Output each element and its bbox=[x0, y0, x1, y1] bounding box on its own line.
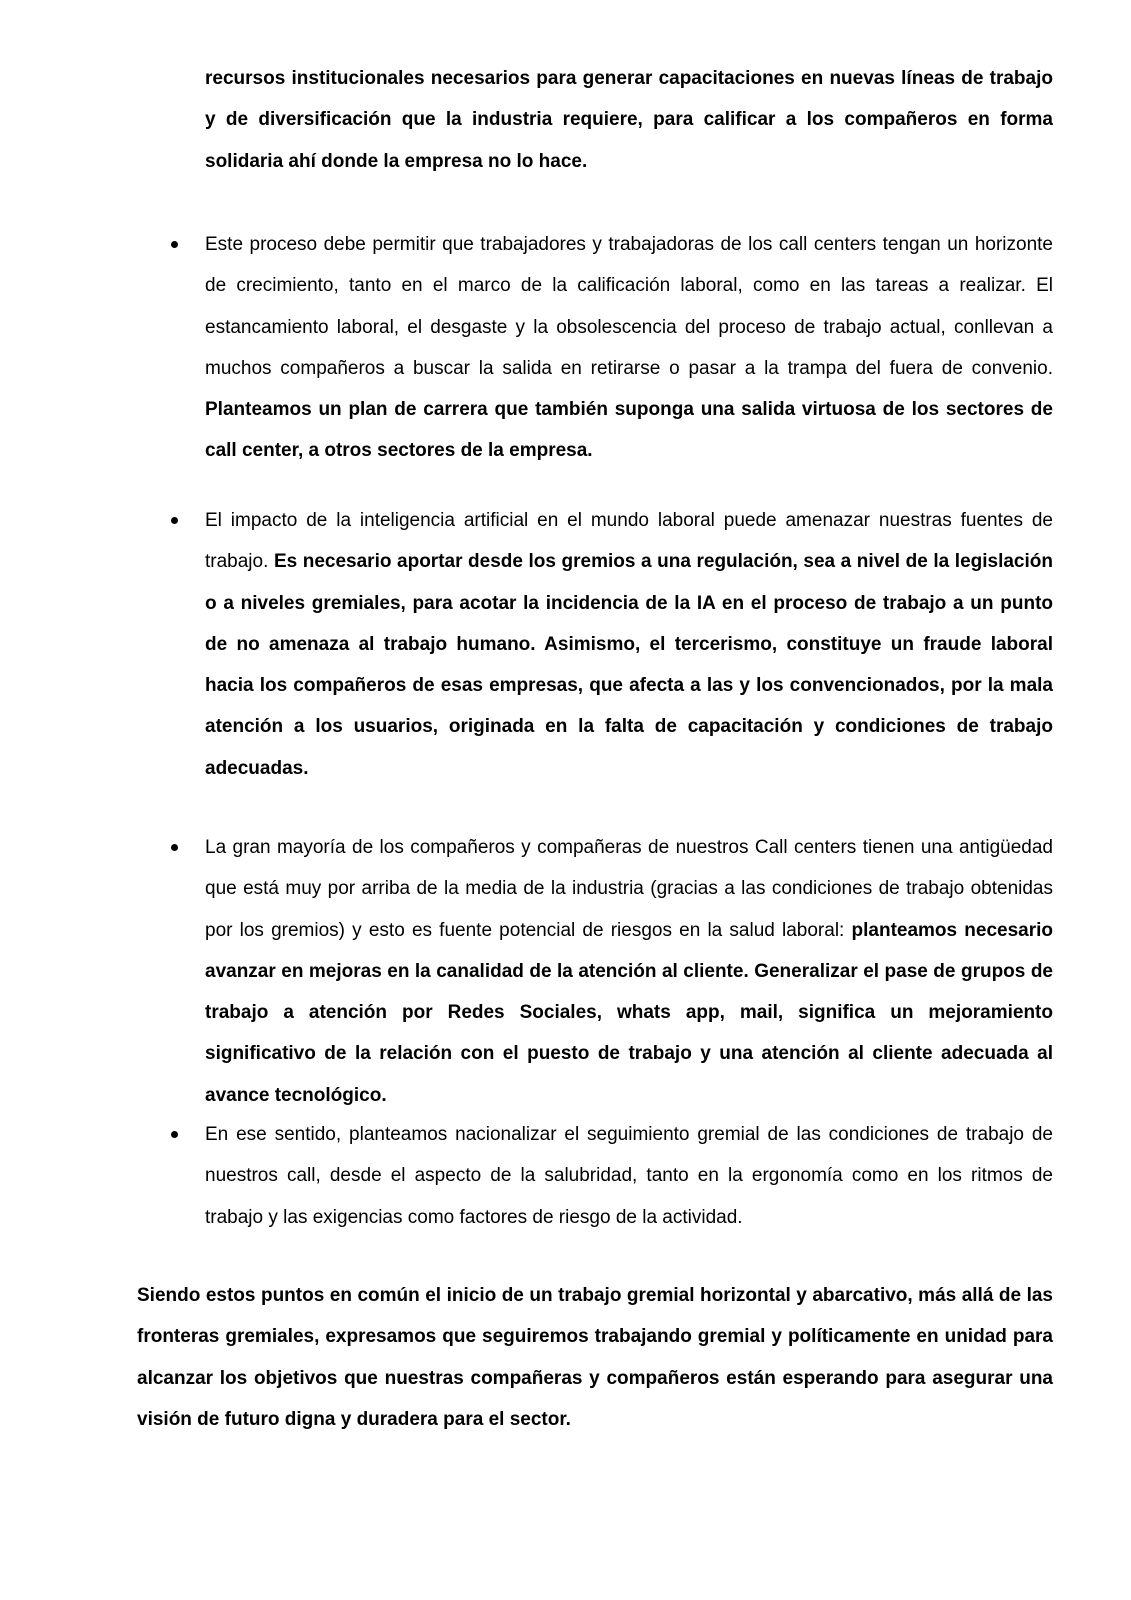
bullet-marker-4 bbox=[171, 1131, 178, 1138]
bullet-2-bold-text: Es necesario aportar desde los gremios a una regulación, sea a nivel de la legislación o a niveles gremiales, para acotar la incidencia de la IA en el proceso de trabajo a un punto de no amenaza al trabajo humano. Asimismo, el tercerismo, constituye un fraude laboral hacia los compañeros de esas empresas, que afecta a las y los convencionados, por la mala atención a los usuarios, originada en la falta de capacitación y condiciones de trabajo adecuadas. bbox=[205, 551, 1053, 779]
bullet-1-bold-text: Planteamos un plan de carrera que también suponga una salida virtuosa de los sectores de call center, a otros sectores de la empresa. bbox=[205, 399, 1053, 462]
bullet-marker-3 bbox=[171, 844, 178, 851]
bullet-paragraph-4 bbox=[205, 1114, 1053, 1238]
bullet-4-plain-text: En ese sentido, planteamos nacionalizar el seguimiento gremial de las condiciones de trabajo de nuestros call, desde el aspecto de la salubridad, tanto en la ergonomía como en los ritmos de trabajo y las exigencias como factores de riesgo de la actividad. bbox=[205, 1124, 1053, 1228]
bullet-2-plain-text: El impacto de la inteligencia artificial en el mundo laboral puede amenazar nuestras fuentes de trabajo. bbox=[205, 510, 1053, 573]
bullet-3-bold-text: planteamos necesario avanzar en mejoras en la canalidad de la atención al cliente. Generalizar el pase de grupos de trabajo a atención por Redes Sociales, whats app, mail, significa un mejoramiento significativo de la relación con el puesto de trabajo y una atención al cliente adecuada al avance tecnológico. bbox=[205, 919, 1053, 1106]
bullet-marker-1 bbox=[171, 241, 178, 248]
bullet-paragraph-1 bbox=[205, 224, 1053, 472]
intro-continuation-paragraph: recursos institucionales necesarios para generar capacitaciones en nuevas líneas de trabajo y de diversificación que la industria requiere, para calificar a los compañeros en forma solidaria ahí donde la empresa no lo hace. bbox=[205, 68, 1053, 172]
bullet-3-plain-text: La gran mayoría de los compañeros y compañeras de nuestros Call centers tienen una antigüedad que está muy por arriba de la media de la industria (gracias a las condiciones de trabajo obtenidas por los gremios) y esto es fuente potencial de riesgos en la salud laboral: bbox=[205, 837, 1053, 941]
bullet-paragraph-3 bbox=[205, 827, 1053, 1116]
bullet-marker-2 bbox=[171, 517, 178, 524]
closing-paragraph: Siendo estos puntos en común el inicio de un trabajo gremial horizontal y abarcativo, más allá de las fronteras gremiales, expresamos que seguiremos trabajando gremial y políticamente en unidad para alcanzar los objetivos que nuestras compañeras y compañeros están esperando para asegurar una visión de futuro digna y duradera para el sector. bbox=[137, 1285, 1053, 1430]
bullet-1-plain-text: Este proceso debe permitir que trabajadores y trabajadoras de los call centers tengan un horizonte de crecimiento, tanto en el marco de la calificación laboral, como en las tareas a realizar. El estancamiento laboral, el desgaste y la obsolescencia del proceso de trabajo actual, conllevan a muchos compañeros a buscar la salida en retirarse o pasar a la trampa del fuera de convenio. bbox=[205, 234, 1053, 379]
bullet-paragraph-2 bbox=[205, 500, 1053, 789]
